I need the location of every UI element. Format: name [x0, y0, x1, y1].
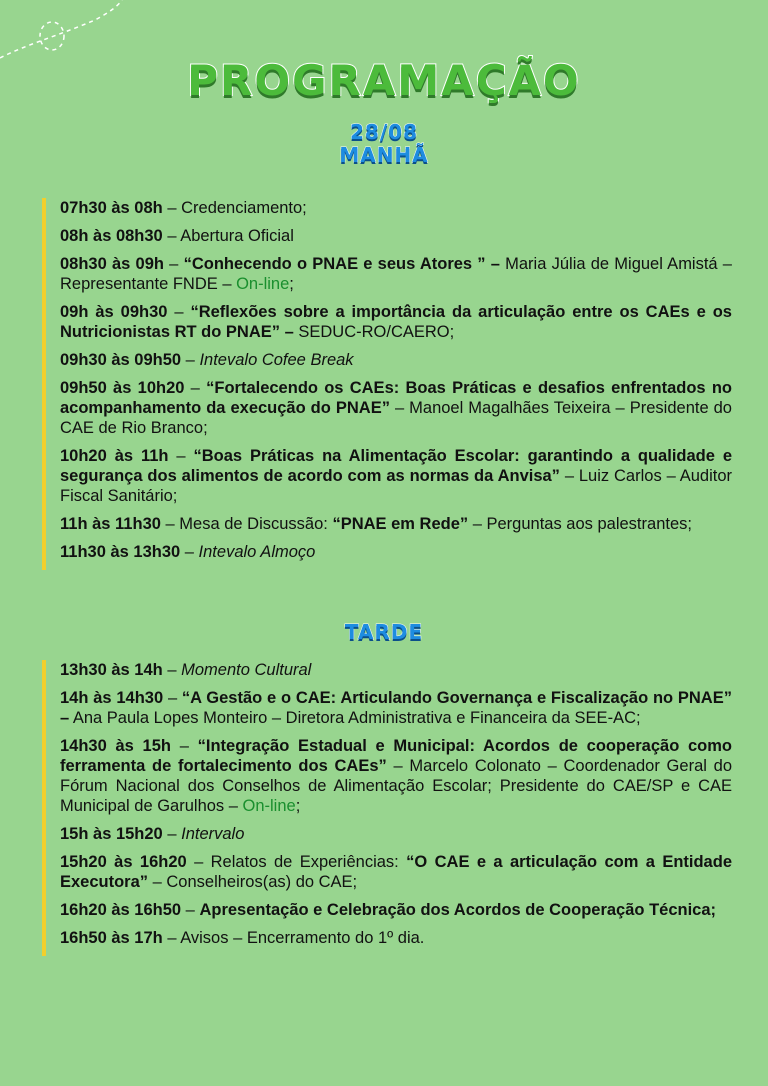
schedule-time: 15h20 às 16h20 — [60, 853, 187, 871]
schedule-separator: – — [163, 255, 184, 273]
schedule-separator: – — [180, 543, 199, 561]
schedule-text: Ana Paula Lopes Monteiro – Diretora Administrativa e Financeira da SEE-AC; — [69, 709, 641, 727]
schedule-time: 13h30 às 14h — [60, 661, 163, 679]
schedule-text: Credenciamento; — [181, 199, 307, 217]
schedule-talk-title: “Boas Práticas na Alimentação Escolar: garantindo a qualidade e segurança dos alimentos de acordo com as normas da Anvisa” — [60, 447, 732, 485]
schedule-tail: – Perguntas aos palestrantes; — [468, 515, 692, 533]
schedule-separator: – — [167, 303, 191, 321]
schedule-separator: – — [162, 227, 181, 245]
schedule-time: 15h às 15h20 — [60, 825, 163, 843]
schedule-item — [60, 852, 732, 892]
afternoon-heading: TARDE — [344, 620, 424, 644]
schedule-separator: – — [186, 853, 211, 871]
schedule-text: Mesa de Discussão: — [179, 515, 333, 533]
schedule-separator: – — [171, 737, 198, 755]
schedule-time: 11h30 às 13h30 — [60, 543, 181, 561]
schedule-item — [60, 514, 732, 534]
schedule-separator: – — [181, 901, 200, 919]
schedule-break: Momento Cultural — [181, 661, 312, 679]
schedule-time: 11h às 11h30 — [60, 515, 161, 533]
schedule-item — [60, 254, 732, 294]
schedule-talk-title: “A Gestão e o CAE: Articulando Governança e Fiscalização no PNAE” – — [60, 689, 732, 727]
schedule-item — [60, 226, 732, 246]
schedule-talk-title: “O CAE e a articulação com a Entidade Executora” — [60, 853, 732, 891]
schedule-item — [60, 824, 732, 844]
schedule-time: 16h50 às 17h — [60, 929, 163, 947]
schedule-time: 14h30 às 15h — [60, 737, 171, 755]
schedule-time: 09h50 às 10h20 — [60, 379, 185, 397]
schedule-text: – Manoel Magalhães Teixeira – Presidente do CAE de Rio Branco; — [60, 399, 732, 437]
schedule-tail: – Conselheiros(as) do CAE; — [148, 873, 358, 891]
schedule-separator: – — [181, 351, 200, 369]
schedule-item — [60, 900, 732, 920]
schedule-talk-title: “Fortalecendo os CAEs: Boas Práticas e desafios enfrentados no acompanhamento da execução do PNAE” — [60, 379, 733, 417]
schedule-item — [60, 688, 732, 728]
schedule-talk-title: “Conhecendo o PNAE e seus Atores ” – — [183, 255, 500, 273]
schedule-item — [60, 736, 732, 816]
schedule-separator: – — [163, 689, 182, 707]
schedule-separator: – — [162, 661, 182, 679]
schedule-item — [60, 378, 732, 438]
schedule-item — [60, 302, 732, 342]
schedule-tail: ; — [295, 797, 301, 815]
schedule-time: 09h30 às 09h50 — [60, 351, 182, 369]
schedule-time: 10h20 às 11h — [60, 447, 169, 465]
schedule-time: 07h30 às 08h — [60, 199, 163, 217]
schedule-separator: – — [160, 515, 180, 533]
page-title: PROGRAMAÇÃO — [187, 56, 581, 105]
event-date: 28/08 — [350, 120, 418, 144]
schedule-separator: – — [162, 199, 182, 217]
online-tag: On-line — [242, 797, 296, 815]
morning-schedule — [42, 198, 732, 570]
schedule-talk-title: Apresentação e Celebração dos Acordos de Cooperação Técnica; — [199, 901, 717, 919]
schedule-text: SEDUC-RO/CAERO; — [293, 323, 455, 341]
schedule-time: 09h às 09h30 — [60, 303, 168, 321]
schedule-separator: – — [162, 929, 181, 947]
schedule-text: Avisos – Encerramento do 1º dia. — [180, 929, 425, 947]
schedule-item — [60, 928, 732, 948]
schedule-tail: ; — [289, 275, 294, 293]
schedule-break: Intevalo Cofee Break — [199, 351, 354, 369]
schedule-text: Relatos de Experiências: — [210, 853, 407, 871]
schedule-item — [60, 542, 732, 562]
schedule-talk-title: “Reflexões sobre a importância da articulação entre os CAEs e os Nutricionistas RT do PNAE” – — [60, 303, 732, 341]
schedule-text: Abertura Oficial — [180, 227, 294, 245]
schedule-time: 14h às 14h30 — [60, 689, 164, 707]
schedule-separator: – — [168, 447, 194, 465]
afternoon-schedule — [42, 660, 732, 956]
schedule-time: 08h às 08h30 — [60, 227, 163, 245]
schedule-item — [60, 660, 732, 680]
schedule-text: – Marcelo Colonato – Coordenador Geral do Fórum Nacional dos Conselhos de Alimentação Escolar; Presidente do CAE/SP e CAE Municipal de Garulhos – — [60, 757, 732, 815]
schedule-separator: – — [162, 825, 182, 843]
schedule-item — [60, 446, 732, 506]
schedule-break: Intevalo Almoço — [198, 543, 316, 561]
schedule-talk-title: “PNAE em Rede” — [332, 515, 469, 533]
schedule-separator: – — [184, 379, 207, 397]
schedule-text: Maria Júlia de Miguel Amistá – Representante FNDE – — [60, 255, 732, 293]
schedule-item — [60, 350, 732, 370]
schedule-text: – Luiz Carlos – Auditor Fiscal Sanitário; — [60, 467, 732, 505]
schedule-talk-title: “Integração Estadual e Municipal: Acordos de cooperação como ferramenta de fortalecimento dos CAEs” — [60, 737, 732, 775]
schedule-time: 16h20 às 16h50 — [60, 901, 182, 919]
online-tag: On-line — [236, 275, 290, 293]
schedule-break: Intervalo — [181, 825, 245, 843]
morning-heading: MANHÃ — [339, 143, 429, 167]
schedule-time: 08h30 às 09h — [60, 255, 164, 273]
schedule-item — [60, 198, 732, 218]
